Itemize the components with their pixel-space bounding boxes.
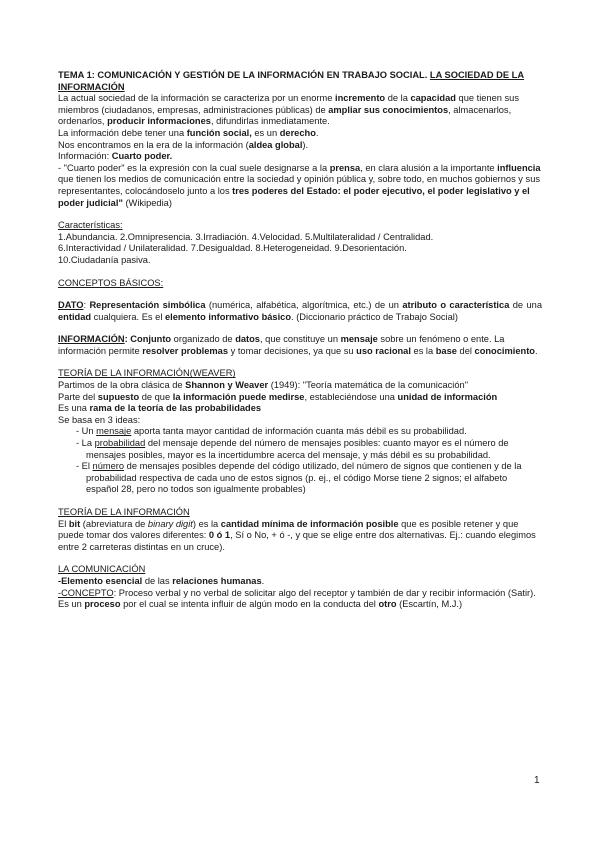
comunicacion-line: Es un proceso por el cual se intenta influir de algún modo en la conducta del otro (Escartín, M.J.) (58, 599, 463, 610)
caracteristicas-line: 10.Ciudadanía pasiva. (58, 254, 151, 265)
teoria-heading: TEORÍA DE LA INFORMACIÓN (58, 507, 190, 517)
intro-paragraph: La actual sociedad de la información se caracteriza por un enorme incremento de la capacidad que tienen sus miembros (ciudadanos, empresas, administraciones públicas) de ampliar sus conocimientos, almacenarlos, ordenarlos, producir informaciones, difundirlas inmediatamente. (58, 93, 519, 127)
page-title: TEMA 1: COMUNICACIÓN Y GESTIÓN DE LA INFORMACIÓN EN TRABAJO SOCIAL. LA SOCIEDAD DE LA INFORMACIÓN (58, 70, 525, 92)
section-title-sociedad: LA SOCIEDAD DE LA INFORMACIÓN (58, 70, 525, 92)
list-item: - La probabilidad del mensaje depende del número de mensajes posibles: cuanto mayor es el número de mensajes posibles, mayor es la incertidumbre acerca del mensaje, y más débil es su probabilidad. (76, 438, 509, 460)
intro-line-funcion: La información debe tener una función social, es un derecho. (58, 127, 319, 138)
bit-paragraph: El bit (abreviatura de binary digit) es la cantidad mínima de información posible que es posible retener y que puede tomar dos valores diferentes: 0 ó 1, Sí o No, + ó -, y que se elige entre dos alternativas. Ej.: cuando elegimos entre 2 carreteras distintas en un cruce). (58, 518, 536, 552)
caracteristicas-line: 1.Abundancia. 2.Omnipresencia. 3.Irradiación. 4.Velocidad. 5.Multilateralidad / Centralidad. (58, 231, 434, 242)
informacion-definition: INFORMACIÓN: Conjunto organizado de datos, que constituye un mensaje sobre un fenómeno o ente. La información permite resolver problemas y tomar decisiones, ya que su uso racional es la base del conocimiento. (58, 334, 538, 356)
list-item: - Un mensaje aporta tanta mayor cantidad de información cuanta más débil es su probabilidad. (76, 426, 467, 437)
intro-line-era: Nos encontramos en la era de la información (aldea global). (58, 139, 309, 150)
comunicacion-heading: LA COMUNICACIÓN (58, 564, 146, 575)
page-content (58, 70, 542, 611)
conceptos-heading: CONCEPTOS BÁSICOS: (58, 277, 164, 288)
comunicacion-line: -Elemento esencial de las relaciones humanas. (58, 575, 265, 586)
comunicacion-line: -CONCEPTO: Proceso verbal y no verbal de solicitar algo del receptor y también de dar y recibir información (Satir). (58, 587, 536, 598)
weaver-ideas-list (58, 426, 542, 496)
cuarto-poder-quote: - "Cuarto poder" es la expresión con la cual suele designarse a la prensa, en clara alusión a la importante influencia que tienen los medios de comunicación entre la sociedad y opinión pública y, sobre todo, en muchos gobiernos y sus representantes, colocándoselo junto a los tres poderes del Estado: el poder ejecutivo, el poder legislativo y el poder judicial" (Wikipedia) (58, 162, 541, 208)
weaver-paragraph: Parte del supuesto de que la información puede medirse, estableciéndose una unidad de información (58, 391, 498, 402)
weaver-heading: TEORÍA DE LA INFORMACIÓN(WEAVER) (58, 368, 236, 379)
weaver-paragraph: Se basa en 3 ideas: (58, 414, 141, 425)
dato-definition: DATO: Representación simbólica (numérica, alfabética, algorítmica, etc.) de un atributo o característica de una entidad cualquiera. Es el elemento informativo básico. (Diccionario práctico de Trabajo Social) (58, 300, 542, 322)
page-number: 1 (534, 775, 540, 786)
caracteristicas-heading: Características: (58, 220, 123, 231)
intro-line-cuarto-poder: Información: Cuarto poder. (58, 151, 173, 162)
weaver-paragraph: Partimos de la obra clásica de Shannon y Weaver (1949): "Teoría matemática de la comunicación" (58, 380, 469, 391)
caracteristicas-line: 6.Interactividad / Unilateralidad. 7.Desigualdad. 8.Heterogeneidad. 9.Desorientación. (58, 243, 407, 254)
list-item: - El número de mensajes posibles depende del código utilizado, del número de signos que contienen y de la probabilidad respectiva de cada uno de estos signos (p. ej., el código Morse tiene 2 signos; el alfabeto español 28, pero no todos son igualmente probables) (76, 461, 522, 495)
weaver-paragraph: Es una rama de la teoría de las probabilidades (58, 403, 262, 414)
